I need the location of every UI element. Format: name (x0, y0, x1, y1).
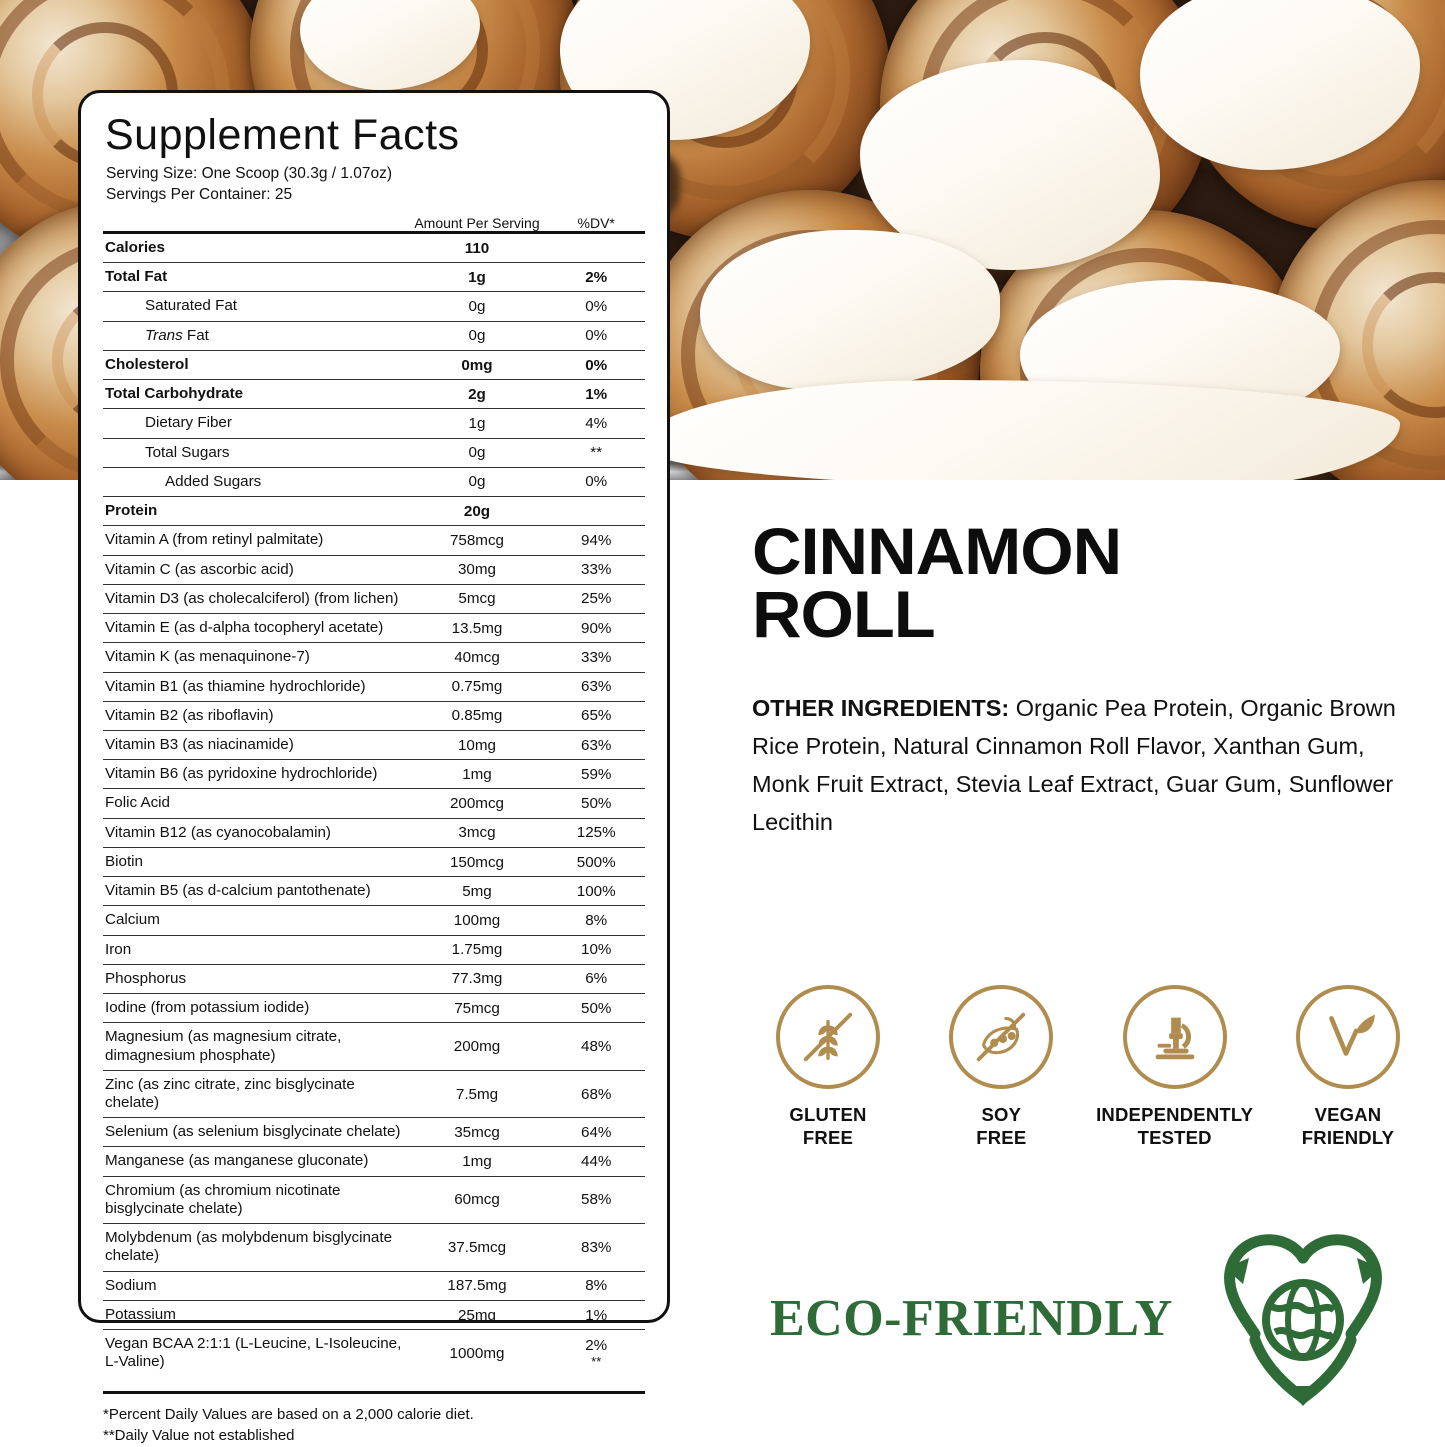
table-row (103, 730, 645, 759)
nutrient-amount: 5mg (407, 877, 548, 906)
nutrient-amount: 2g (407, 380, 548, 409)
other-ingredients-label: OTHER INGREDIENTS: (752, 694, 1010, 721)
nutrient-amount: 1000mg (407, 1330, 548, 1377)
nutrient-amount: 1g (407, 409, 548, 438)
nutrient-daily-value: 500% (547, 847, 645, 876)
nutrient-daily-value: 8% (547, 1271, 645, 1300)
recycle-heart-globe-icon (1203, 1228, 1403, 1408)
nutrient-name: Vitamin B6 (as pyridoxine hydrochloride) (103, 760, 407, 789)
nutrient-amount: 1g (407, 263, 548, 292)
table-row (103, 409, 645, 438)
nutrient-amount: 200mg (407, 1023, 548, 1070)
header-amount-per-serving: Amount Per Serving (414, 214, 540, 231)
header-dv: %DV* (577, 214, 615, 231)
nutrient-amount: 10mg (407, 730, 548, 759)
nutrient-daily-value: 0% (547, 467, 645, 496)
product-info (752, 514, 1412, 864)
table-row (103, 1070, 645, 1117)
nutrient-daily-value: 0% (547, 292, 645, 321)
table-row (103, 321, 645, 350)
table-row (103, 1023, 645, 1070)
nutrient-name: Potassium (103, 1300, 407, 1329)
nutrient-name: Molybdenum (as molybdenum bisglycinate chelate) (103, 1224, 407, 1271)
table-row (103, 1300, 645, 1329)
nutrient-daily-value: 94% (547, 526, 645, 555)
table-row (103, 292, 645, 321)
nutrient-amount: 0.85mg (407, 701, 548, 730)
nutrient-daily-value: 58% (547, 1176, 645, 1223)
nutrient-name: Vitamin A (from retinyl palmitate) (103, 526, 407, 555)
panel-title: Supplement Facts (105, 111, 460, 159)
nutrient-amount: 1mg (407, 760, 548, 789)
nutrient-daily-value: 125% (547, 818, 645, 847)
nutrient-daily-value: 6% (547, 964, 645, 993)
nutrient-name: Biotin (103, 847, 407, 876)
badge-label-line1: INDEPENDENTLY (1096, 1104, 1254, 1125)
table-row (103, 701, 645, 730)
table-row (103, 438, 645, 467)
nutrient-name: Total Sugars (103, 438, 407, 467)
table-header-row (103, 215, 645, 233)
table-row (103, 994, 645, 1023)
nutrient-daily-value: 65% (547, 701, 645, 730)
badge-label-line2: FREE (802, 1127, 854, 1149)
vegan-leaf-icon (1315, 1004, 1381, 1070)
nutrient-daily-value (547, 232, 645, 262)
nutrient-name: Vitamin D3 (as cholecalciferol) (from lichen) (103, 584, 407, 613)
other-ingredients (752, 689, 1412, 841)
nutrient-name: Protein (103, 497, 407, 526)
nutrient-name: Vegan BCAA 2:1:1 (L-Leucine, L-Isoleucine, L-Valine) (103, 1330, 407, 1377)
nutrient-daily-value: 59% (547, 760, 645, 789)
nutrient-name: Calories (103, 232, 407, 262)
nutrient-name: Chromium (as chromium nicotinate bisglycinate chelate) (103, 1176, 407, 1223)
nutrient-daily-value: 10% (547, 935, 645, 964)
nutrient-amount: 77.3mg (407, 964, 548, 993)
nutrient-name: Vitamin E (as d-alpha tocopheryl acetate) (103, 614, 407, 643)
table-row (103, 555, 645, 584)
nutrient-name: Folic Acid (103, 789, 407, 818)
nutrient-amount: 60mcg (407, 1176, 548, 1223)
table-row (103, 789, 645, 818)
nutrient-daily-value: 50% (547, 994, 645, 1023)
nutrient-name: Vitamin B5 (as d-calcium pantothenate) (103, 877, 407, 906)
nutrient-amount: 25mg (407, 1300, 548, 1329)
badge-circle (949, 985, 1053, 1089)
table-row (103, 847, 645, 876)
table-row (103, 1176, 645, 1223)
nutrient-daily-value: 68% (547, 1070, 645, 1117)
nutrient-daily-value: 100% (547, 877, 645, 906)
table-row (103, 643, 645, 672)
nutrient-amount: 35mcg (407, 1118, 548, 1147)
eco-friendly-label: ECO-FRIENDLY (770, 1289, 1173, 1347)
table-row (103, 380, 645, 409)
nutrient-name: Total Carbohydrate (103, 380, 407, 409)
badge-gluten-free (748, 985, 908, 1149)
nutrient-name: Zinc (as zinc citrate, zinc bisglycinate chelate) (103, 1070, 407, 1117)
nutrient-daily-value: 90% (547, 614, 645, 643)
badge-label-line2: TESTED (1137, 1127, 1212, 1149)
badge-label-line2: FREE (976, 1127, 1027, 1149)
nutrient-amount: 30mg (407, 555, 548, 584)
nutrient-amount: 200mcg (407, 789, 548, 818)
nutrient-amount: 0g (407, 438, 548, 467)
nutrient-name: Total Fat (103, 263, 407, 292)
nutrient-name: Vitamin K (as menaquinone-7) (103, 643, 407, 672)
nutrient-name: Saturated Fat (103, 292, 407, 321)
nutrient-amount: 0g (407, 467, 548, 496)
table-row (103, 497, 645, 526)
nutrient-amount: 0g (407, 321, 548, 350)
table-row (103, 467, 645, 496)
table-row (103, 263, 645, 292)
badge-label-line2: FRIENDLY (1301, 1127, 1395, 1149)
nutrient-amount: 150mcg (407, 847, 548, 876)
table-row (103, 672, 645, 701)
nutrient-name: Vitamin B3 (as niacinamide) (103, 730, 407, 759)
footnote-daily-values: *Percent Daily Values are based on a 2,000 calorie diet. (103, 1405, 474, 1423)
wheat-crossed-icon (797, 1006, 859, 1068)
nutrient-amount: 758mcg (407, 526, 548, 555)
table-row (103, 935, 645, 964)
nutrient-name: Calcium (103, 906, 407, 935)
nutrient-amount: 37.5mcg (407, 1224, 548, 1271)
nutrient-daily-value: 48% (547, 1023, 645, 1070)
table-row (103, 584, 645, 613)
table-row (103, 906, 645, 935)
table-row (103, 818, 645, 847)
nutrient-amount: 40mcg (407, 643, 548, 672)
table-row (103, 877, 645, 906)
nutrient-name: Vitamin B2 (as riboflavin) (103, 701, 407, 730)
nutrient-daily-value: 44% (547, 1147, 645, 1176)
nutrient-name: Cholesterol (103, 350, 407, 379)
soy-bean-crossed-icon (970, 1006, 1032, 1068)
badge-soy-free (921, 985, 1081, 1149)
table-row (103, 350, 645, 379)
table-row (103, 1224, 645, 1271)
footnote-dv-not-established: **Daily Value not established (103, 1427, 295, 1445)
nutrient-daily-value: 33% (547, 643, 645, 672)
nutrient-name: Sodium (103, 1271, 407, 1300)
nutrient-daily-value: 25% (547, 584, 645, 613)
nutrient-daily-value: 2% (547, 263, 645, 292)
nutrient-amount: 3mcg (407, 818, 548, 847)
badge-circle (776, 985, 880, 1089)
nutrient-daily-value: 8% (547, 906, 645, 935)
nutrient-daily-value: 4% (547, 409, 645, 438)
table-row (103, 1271, 645, 1300)
nutrient-name: Vitamin B1 (as thiamine hydrochloride) (103, 672, 407, 701)
nutrient-daily-value: 63% (547, 730, 645, 759)
nutrient-daily-value: 0% (547, 350, 645, 379)
badge-circle (1296, 985, 1400, 1089)
nutrient-amount: 1.75mg (407, 935, 548, 964)
nutrient-daily-value: 1% (547, 380, 645, 409)
nutrient-amount: 0mg (407, 350, 548, 379)
badge-independently-tested (1095, 985, 1255, 1149)
header-spacer (103, 215, 407, 233)
nutrient-name: Iodine (from potassium iodide) (103, 994, 407, 1023)
other-ingredients-text: Organic Pea Protein, Organic Brown Rice Protein, Natural Cinnamon Roll Flavor, Xanthan Gum, Monk Fruit Extract, Stevia Leaf Extract, Guar Gum, Sunflower Lecithin (752, 694, 1396, 835)
nutrient-daily-value: 2% ** (547, 1330, 645, 1377)
nutrient-amount: 20g (407, 497, 548, 526)
eco-friendly-block (770, 1228, 1410, 1408)
microscope-icon (1144, 1006, 1206, 1068)
nutrient-daily-value: ** (547, 438, 645, 467)
nutrient-name: Added Sugars (103, 467, 407, 496)
flavor-line-1: CINNAMON (752, 514, 1122, 588)
nutrient-amount: 13.5mg (407, 614, 548, 643)
nutrient-daily-value: 1% (547, 1300, 645, 1329)
nutrient-name: Iron (103, 935, 407, 964)
nutrient-name: Vitamin C (as ascorbic acid) (103, 555, 407, 584)
icing-drizzle (640, 380, 1400, 480)
table-row (103, 1330, 645, 1377)
nutrient-amount: 0.75mg (407, 672, 548, 701)
nutrient-daily-value: 0% (547, 321, 645, 350)
supplement-facts-panel (78, 90, 670, 1445)
nutrient-daily-value: 83% (547, 1224, 645, 1271)
table-row (103, 232, 645, 262)
nutrient-daily-value (547, 497, 645, 526)
nutrient-amount: 110 (407, 232, 548, 262)
badge-label-line1: SOY (981, 1104, 1022, 1125)
nutrient-name: Manganese (as manganese gluconate) (103, 1147, 407, 1176)
nutrient-name: Vitamin B12 (as cyanocobalamin) (103, 818, 407, 847)
nutrient-amount: 1mg (407, 1147, 548, 1176)
nutrient-amount: 187.5mg (407, 1271, 548, 1300)
nutrient-amount: 7.5mg (407, 1070, 548, 1117)
badge-circle (1123, 985, 1227, 1089)
table-row (103, 1118, 645, 1147)
nutrient-name: Phosphorus (103, 964, 407, 993)
certification-badges (748, 985, 1428, 1149)
nutrient-daily-value: 64% (547, 1118, 645, 1147)
product-flavor-title (752, 514, 1438, 652)
nutrient-amount: 5mcg (407, 584, 548, 613)
nutrient-daily-value: 63% (547, 672, 645, 701)
badge-label-line1: GLUTEN (789, 1104, 867, 1125)
nutrient-name: Trans Fat (103, 321, 407, 350)
nutrition-table (103, 215, 645, 1377)
nutrient-name: Selenium (as selenium bisglycinate chelate) (103, 1118, 407, 1147)
nutrient-daily-value: 50% (547, 789, 645, 818)
table-row (103, 760, 645, 789)
badge-vegan-friendly (1268, 985, 1428, 1149)
nutrient-name: Magnesium (as magnesium citrate, dimagnesium phosphate) (103, 1023, 407, 1070)
flavor-line-2: ROLL (752, 577, 935, 652)
table-row (103, 964, 645, 993)
servings-per-container: Servings Per Container: 25 (106, 186, 293, 204)
nutrient-amount: 75mcg (407, 994, 548, 1023)
nutrient-amount: 0g (407, 292, 548, 321)
table-row (103, 526, 645, 555)
nutrient-amount: 100mg (407, 906, 548, 935)
footnotes (103, 1391, 645, 1447)
nutrient-daily-value: 33% (547, 555, 645, 584)
badge-label-line1: VEGAN (1314, 1104, 1382, 1125)
serving-size: Serving Size: One Scoop (30.3g / 1.07oz) (106, 165, 393, 183)
table-row (103, 1147, 645, 1176)
table-row (103, 614, 645, 643)
nutrient-name: Dietary Fiber (103, 409, 407, 438)
